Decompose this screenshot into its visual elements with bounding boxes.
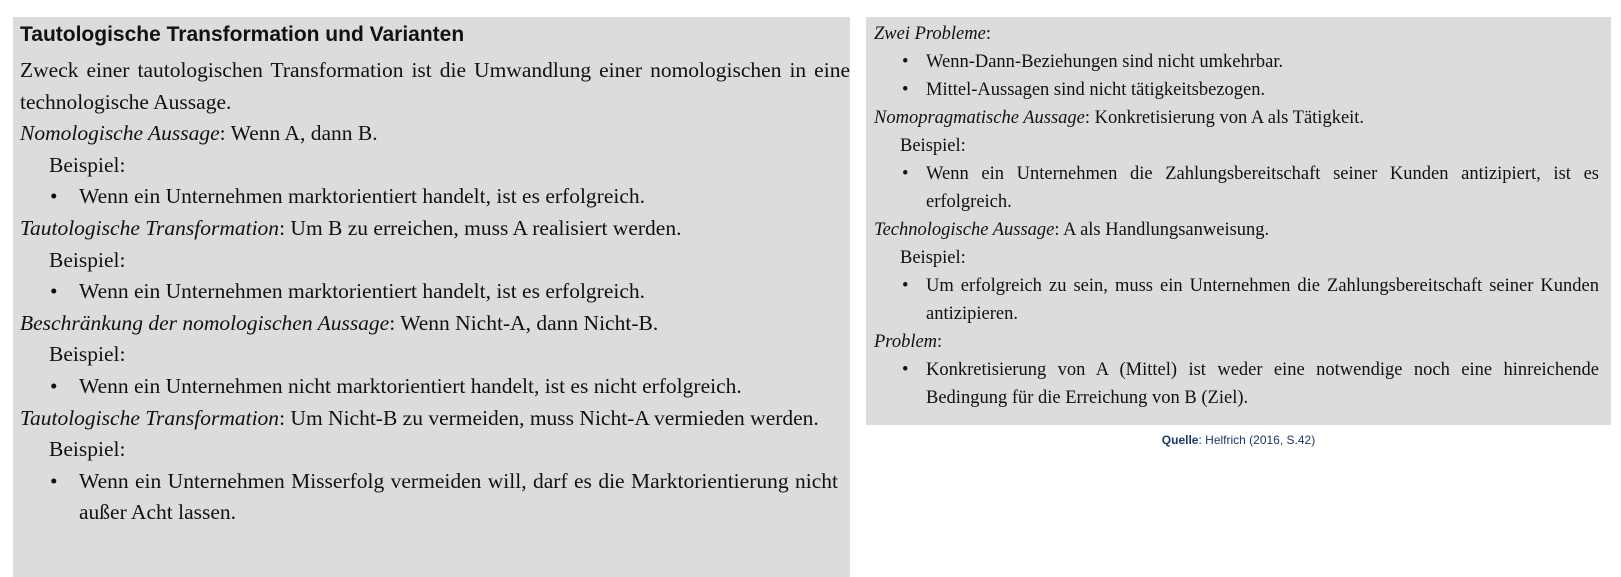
example-list: [20, 466, 850, 529]
example-list: [20, 371, 850, 403]
source-label: Quelle: [1161, 433, 1199, 447]
restriction-term: Beschränkung der nomologischen Aussage: [20, 310, 390, 335]
example-list: [20, 276, 850, 308]
example-label: Beispiel:: [49, 342, 126, 367]
nomological-statement: [20, 118, 850, 150]
list-item: • Wenn ein Unternehmen marktorientiert handelt, ist es erfolgreich.: [20, 276, 850, 308]
list-item: • Wenn ein Unternehmen die Zahlungsbereitschaft seiner Kunden antizipiert, ist es erfolgreich.: [874, 160, 1599, 216]
example-list: [874, 272, 1599, 328]
example-label: Beispiel:: [49, 247, 126, 272]
nomopragmatic-term: Nomopragmatische Aussage: [874, 108, 1085, 128]
panel-heading: Tautologische Transformation und Varianten: [20, 23, 465, 46]
bullet-icon: •: [902, 80, 909, 100]
nomological-text: : Wenn A, dann B.: [219, 121, 378, 146]
intro-paragraph: Zweck einer tautologischen Transformation ist die Umwandlung einer nomologischen in eine technologische Aussage.: [20, 58, 850, 114]
bullet-icon: •: [50, 468, 58, 493]
technological-term: Technologische Aussage: [874, 220, 1055, 240]
right-panel: [866, 17, 1611, 425]
bullet-icon: •: [902, 164, 909, 184]
bullet-icon: •: [902, 360, 909, 380]
tautological-term: Tautologische Transformation: [20, 405, 280, 430]
bullet-icon: •: [902, 276, 909, 296]
problem-list: [874, 356, 1599, 412]
list-item: • Um erfolgreich zu sein, muss ein Unternehmen die Zahlungsbereitschaft seiner Kunden antizipieren.: [874, 272, 1599, 328]
technological-statement: Technologische Aussage: A als Handlungsanweisung.: [874, 220, 1270, 240]
list-item: • Wenn-Dann-Beziehungen sind nicht umkehrbar.: [874, 48, 1599, 76]
bullet-icon: •: [50, 279, 58, 304]
nomological-term: Nomologische Aussage: [20, 121, 220, 146]
restriction-statement: [20, 308, 850, 340]
example-label: Beispiel:: [900, 136, 966, 156]
list-item: • Wenn ein Unternehmen Misserfolg vermeiden will, darf es die Marktorientierung nicht außer Acht lassen.: [20, 466, 850, 529]
left-panel: [13, 17, 850, 577]
source-text: : Helfrich (2016, S.42): [1198, 433, 1316, 447]
list-item: • Mittel-Aussagen sind nicht tätigkeitsbezogen.: [874, 76, 1599, 104]
problem-term: Problem: [874, 332, 938, 352]
example-label: Beispiel:: [49, 152, 126, 177]
tautological-text: : Um B zu erreichen, muss A realisiert werden.: [279, 215, 682, 240]
problems-heading: Zwei Probleme:: [874, 24, 991, 44]
list-item: • Wenn ein Unternehmen nicht marktorientiert handelt, ist es nicht erfolgreich.: [20, 371, 850, 403]
example-list: [874, 160, 1599, 216]
tautological-text: : Um Nicht-B zu vermeiden, muss Nicht-A vermieden werden.: [279, 405, 819, 430]
bullet-icon: •: [50, 373, 58, 398]
example-label: Beispiel:: [900, 248, 966, 268]
list-item: • Wenn ein Unternehmen marktorientiert handelt, ist es erfolgreich.: [20, 181, 850, 213]
bullet-icon: •: [902, 52, 909, 72]
restriction-text: : Wenn Nicht-A, dann Nicht-B.: [389, 310, 659, 335]
bullet-icon: •: [50, 184, 58, 209]
problems-list: [874, 48, 1599, 104]
source-caption: [866, 433, 1611, 447]
example-list: [20, 181, 850, 213]
problem-heading: Problem:: [874, 332, 943, 352]
problems-term: Zwei Probleme: [874, 24, 986, 44]
example-label: Beispiel:: [49, 437, 126, 462]
tautological-transformation-2: [20, 403, 850, 435]
list-item: • Konkretisierung von A (Mittel) ist weder eine notwendige noch eine hinreichende Bedingung für die Erreichung von B (Ziel).: [874, 356, 1599, 412]
nomopragmatic-statement: Nomopragmatische Aussage: Konkretisierung von A als Tätigkeit.: [874, 108, 1365, 128]
tautological-term: Tautologische Transformation: [20, 215, 280, 240]
tautological-transformation-1: [20, 213, 850, 245]
